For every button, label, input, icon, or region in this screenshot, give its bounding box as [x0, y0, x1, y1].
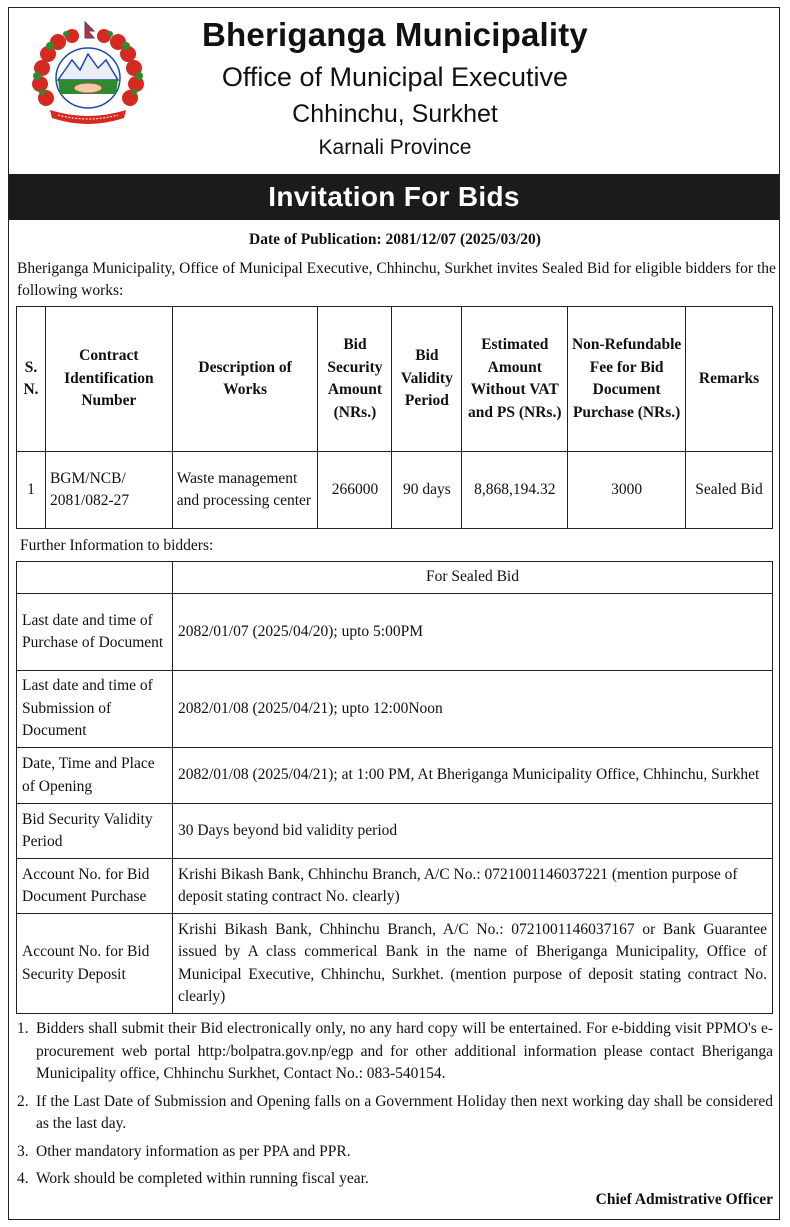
bids-table [16, 306, 773, 529]
table-row [17, 594, 773, 671]
list-item [17, 1091, 773, 1136]
notes-list [17, 1018, 773, 1196]
header-contract-id: Contract Identification Number [45, 307, 172, 452]
note-number: 3. [17, 1142, 29, 1160]
info-key: Account No. for Bid Security Deposit [17, 914, 173, 1014]
cell-description: Waste management and processing center [172, 452, 318, 529]
cell-document-fee: 3000 [568, 452, 686, 529]
bids-header-row [17, 307, 773, 452]
info-header-blank [17, 562, 173, 594]
header-validity: Bid Validity Period [392, 307, 462, 452]
note-text: Other mandatory information as per PPA and PPR. [36, 1142, 351, 1160]
table-row [17, 914, 773, 1014]
info-table [16, 561, 773, 1014]
header-description: Description of Works [172, 307, 318, 452]
info-value: 2082/01/08 (2025/04/21); at 1:00 PM, At Bheriganga Municipality Office, Chhinchu, Surkhet [173, 748, 773, 804]
note-number: 1. [17, 1020, 29, 1037]
info-key: Last date and time of Submission of Document [17, 671, 173, 748]
note-number: 2. [17, 1092, 29, 1110]
cell-validity: 90 days [392, 452, 462, 529]
table-row [17, 748, 773, 804]
municipality-title: Bheriganga Municipality [202, 16, 588, 53]
cell-estimated-amount: 8,868,194.32 [462, 452, 568, 529]
info-value: 2082/01/08 (2025/04/21); upto 12:00Noon [173, 671, 773, 748]
header-bid-security: Bid Security Amount (NRs.) [318, 307, 392, 452]
cell-sn: 1 [17, 452, 46, 529]
cell-contract-id: BGM/NCB/ 2081/082-27 [45, 452, 172, 529]
cell-bid-security: 266000 [318, 452, 392, 529]
info-key: Bid Security Validity Period [17, 804, 173, 859]
table-row [17, 452, 773, 529]
invitation-banner: Invitation For Bids [9, 174, 779, 220]
info-key: Date, Time and Place of Opening [17, 748, 173, 804]
signature-title: Chief Admistrative Officer [595, 1191, 773, 1208]
info-value: 30 Days beyond bid validity period [173, 804, 773, 859]
cell-remarks: Sealed Bid [686, 452, 773, 529]
list-item [17, 1168, 773, 1191]
list-item [17, 1018, 773, 1086]
office-name: Office of Municipal Executive [221, 62, 569, 92]
info-value: Krishi Bikash Bank, Chhinchu Branch, A/C No.: 0721001146037167 or Bank Guarantee issued by A class commerical Bank in the name of Bheriganga Municipality, Office of Municipal Executive, Chhinchu, Surkhet. (mention purpose of deposit stating contract No. clearly) [173, 914, 773, 1014]
info-header-row [17, 562, 773, 594]
info-value: 2082/01/07 (2025/04/20); upto 5:00PM [173, 594, 773, 671]
header-estimated-amount: Estimated Amount Without VAT and PS (NRs.) [462, 307, 568, 452]
list-item [17, 1141, 773, 1164]
table-row [17, 804, 773, 859]
table-row [17, 859, 773, 914]
intro-paragraph: Bheriganga Municipality, Office of Municipal Executive, Chhinchu, Surkhet invites Sealed Bid for eligible bidders for the following works: [17, 260, 776, 299]
further-info-label: Further Information to bidders: [20, 537, 214, 554]
info-value: Krishi Bikash Bank, Chhinchu Branch, A/C No.: 0721001146037221 (mention purpose of deposit stating contract No. clearly) [173, 859, 773, 914]
header-remarks: Remarks [686, 307, 773, 452]
note-number: 4. [17, 1170, 29, 1187]
publication-date: Date of Publication: 2081/12/07 (2025/03/20) [249, 231, 541, 248]
note-text: Bidders shall submit their Bid electronically only, no any hard copy will be entertained. For e-bidding visit PPMO's e-procurement web portal http:/bolpatra.gov.np/egp and for other additional information please contact Bheriganga Municipality office, Chhinchu Surkhet, Contact No.: 083-540154. [36, 1020, 773, 1082]
note-text: Work should be completed within running fiscal year. [36, 1170, 369, 1187]
info-key: Last date and time of Purchase of Document [17, 594, 173, 671]
info-key: Account No. for Bid Document Purchase [17, 859, 173, 914]
province-name: Karnali Province [318, 136, 472, 159]
header-document-fee: Non-Refundable Fee for Bid Document Purchase (NRs.) [568, 307, 686, 452]
office-location: Chhinchu, Surkhet [292, 100, 498, 128]
header-sn: S. N. [17, 307, 46, 452]
info-header-label: For Sealed Bid [173, 562, 773, 594]
table-row [17, 671, 773, 748]
note-text: If the Last Date of Submission and Opening falls on a Government Holiday then next working day shall be considered as the last day. [36, 1092, 773, 1132]
